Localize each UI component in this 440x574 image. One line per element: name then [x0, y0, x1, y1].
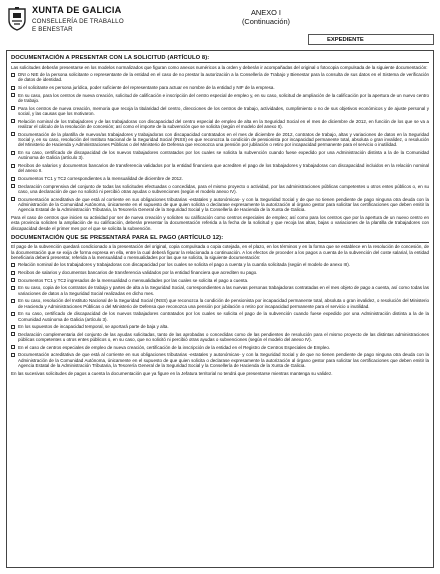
checklist-item-text: Recibos de salarios y documentos bancarios de transferencia validados por la entidad financiera que acrediten su pago. [18, 269, 258, 275]
checkbox[interactable] [11, 197, 15, 201]
checklist-item-text: En los supuestos de incapacidad temporal, se aportará parte de baja y alta. [18, 324, 169, 330]
xunta-seal-icon [6, 6, 28, 32]
checklist-item [11, 85, 429, 90]
checklist-item-text: Documentos TC1 y TC2 ingresados de la mensualidad o mensualidades por las cuales se solicita el pago a cuenta. [18, 277, 249, 283]
checkbox[interactable] [11, 353, 15, 357]
checklist-item-text: DNI o NIE de la persona solicitante o representante de la entidad en el caso de no prestar la autorización a la Consellería de Trabajo y Bienestar para la consulta de sus datos en el Sistema de verificación de datos de identidad. [18, 71, 429, 83]
checkbox[interactable] [11, 164, 15, 168]
expediente-label: EXPEDIENTE [327, 37, 364, 43]
document-body [6, 50, 434, 568]
checkbox[interactable] [11, 332, 15, 336]
checkbox[interactable] [11, 263, 15, 267]
annex-heading [211, 8, 321, 26]
checkbox[interactable] [11, 132, 15, 136]
logo-subtitle-line1: CONSELLERÍA DE TRABALLO [32, 18, 124, 25]
checklist-item-text: En su caso, certificado de discapacidad de los nuevos trabajadores contratados por los cuales se solicita el pago de la subvención cuando fuese expedido por una Administración distinta a la de la Comunidad Autónoma de Galicia (artículo 3). [18, 311, 429, 322]
checkbox[interactable] [11, 177, 15, 181]
annex-subtitle: (Continuación) [241, 17, 291, 26]
checkbox[interactable] [11, 271, 15, 275]
checklist-item [11, 106, 429, 117]
checkbox[interactable] [11, 151, 15, 155]
checkbox[interactable] [11, 312, 15, 316]
section2-checklist [11, 262, 429, 368]
checklist-item-text: Relación nominal de los trabajadores y trabajadoras con discapacidad por los cuales se solicita el pago a cuenta y la cuantía solicitada (según el modelo de anexo III). [18, 262, 350, 268]
section2-intro: El pago de la subvención quedará condicionado a la presentación del original, copia compulsada o copia cotejada, en el plazo, en los términos y en la forma que se establece en la resolución de concesión, de la documentación que se exija de forma expresa en ella, entre la cual deberá figurar la relacionada a continuación. A los efectos de proceder a los pagos a cuenta de la subvención del coste salarial, la entidad beneficiaria deberá presentar, referida a la mensualidad o mensualidades por las que se solicita, la siguiente documentación: [11, 244, 429, 260]
checkbox[interactable] [11, 73, 15, 77]
checklist-item [11, 72, 429, 83]
checklist-item-text: En el caso de centros especiales de empleo de nueva creación, certificación de la inscripción de la entidad en el Registro de Centros Especiales de Empleo. [18, 344, 331, 350]
checkbox[interactable] [11, 345, 15, 349]
annex-title: ANEXO I [251, 8, 281, 17]
checkbox[interactable] [11, 93, 15, 97]
checklist-item [11, 352, 429, 368]
checklist-item [11, 298, 429, 309]
checkbox[interactable] [11, 299, 15, 303]
checklist-item-text: En su caso, copia de los contratos de trabajo y partes de alta a la Seguridad Social, correspondientes a las nuevas personas trabajadoras contratadas en el mes objeto de pago a cuenta, así como todas las variaciones de datos a la Seguridad Social realizadas en dicho mes. [18, 285, 429, 296]
checklist-item [11, 150, 429, 161]
checklist-item [11, 176, 429, 181]
checkbox[interactable] [11, 286, 15, 290]
section1-outro: Para el caso de centros que inicien su actividad por ser de nueva creación y soliciten su calificación como centros especiales de empleo; así como para los centros que por la apertura de un nuevo centro en esta provincia soliciten la ampliación de su calificación, deberán presentar la documentación referida a la fecha de la solicitud y que recoja las altas, bajas o variaciones de la plantilla de trabajadores con discapacidad desde el primer mes por el que se solicita la subvención. [11, 214, 429, 231]
checklist-item-text: Recibos de salarios y documentos bancarios de transferencia validados por la entidad financiera que acrediten el pago de los trabajadores y trabajadoras con discapacidad incluidos en la relación nominal del anexo II. [18, 162, 429, 174]
checkbox[interactable] [11, 106, 15, 110]
checklist-item-text: Documentación de la plantilla de nuevos/as trabajadores y trabajadoras con discapacidad contratados en el mes de diciembre de 2012, contratos de trabajo, altas y variaciones de datos en la Seguridad Social y, en su caso, resolución del Instituto Nacional de la Seguridad Social (INSS) en que reconozca la condición de pensionista por incapacidad permanente total, absoluta o gran invalidez, o resolución del Ministerio de Hacienda y Administraciones Públicas o del Ministerio de Defensa que reconozca una pensión por jubilación o retiro por incapacidad permanente para el servicio o inutilidad. [18, 131, 429, 148]
checklist-item [11, 285, 429, 296]
checklist-item [11, 332, 429, 343]
checkbox[interactable] [11, 86, 15, 90]
section1-checklist [11, 72, 429, 213]
logo-subtitle-line2: E BENESTAR [32, 26, 73, 33]
checklist-item-text: En su caso, para los centros de nueva creación, solicitud de calificación e inscripción del centro especial de empleo y, en su caso, solicitud de ampliación de la calificación por la apertura de un nuevo centro de trabajo. [18, 92, 429, 103]
checklist-item-text: En su caso, certificado de discapacidad de los nuevos trabajadores contratados por los cuales se solicita la subvención cuando fuese expedido por una Administración distinta a la de la Comunidad Autónoma de Galicia (artículo 3). [18, 149, 429, 161]
logo-title: XUNTA DE GALICIA [32, 5, 122, 15]
checkbox[interactable] [11, 325, 15, 329]
checklist-item [11, 93, 429, 104]
checklist-item-text: Declaración complementaria del conjunto de las ayudas solicitadas, tanto de las aprobadas o concedidas como de las pendientes de resolución para el mismo proyecto de las distintas administraciones públicas competentes u otros entes públicos o, en su caso, que no solicitó ni percibió otras ayudas o subvenciones (según el modelo del anexo IV). [18, 331, 429, 343]
checklist-item [11, 270, 429, 275]
checklist-item-text: Documentos TC1 y TC2 correspondientes a la mensualidad de diciembre de 2012. [18, 175, 183, 181]
section2-title: DOCUMENTACIÓN QUE SE PRESENTARÁ PARA EL PAGO (ARTÍCULO 12): [11, 235, 429, 243]
checklist-item-text: Documentación acreditativa de que está al corriente en sus obligaciones tributarias -estatales y autonómicas- y con la Seguridad Social y de que no tienen pendiente de pago ninguna otra deuda con la Administración de la Comunidad Autónoma, únicamente en el supuesto de que quien solicita o declarase expresamente la autorización al órgano gestor para solicitar las certificaciones que deben emitir la Agencia Estatal de la Administración Tributaria, la Tesorería General de la Seguridad Social y la Consellería de Hacienda de la Xunta de Galicia. [18, 196, 429, 213]
document-header [6, 4, 434, 44]
checklist-item [11, 345, 429, 350]
checklist-item-text: Relación nominal de los trabajadores y de las trabajadoras con discapacidad del centro especial de empleo de alta en la Seguridad Social en el mes de diciembre de 2012, en función de los que se va a realizar el cálculo de la resolución de concesión; así como el importe de la subvención que se solicita (según el modelo del anexo II). [18, 118, 429, 129]
checklist-item-text: En su caso, resolución del Instituto Nacional de la Seguridad Social (INSS) que reconozca la condición de pensionista por incapacidad permanente total, absoluta o gran invalidez, o resolución del Ministerio de Hacienda y Administraciones Públicas o del Ministerio de Defensa que reconozca una pensión por jubilación o retiro por incapacidad permanente para el servicio o inutilidad. [18, 298, 429, 309]
xunta-logo [6, 4, 176, 44]
checklist-item-text: Declaración comprensiva del conjunto de todas las solicitudes efectuadas o concedidas, para el mismo proyecto o actividad, por las administraciones públicas competentes u otros entes públicos o, en su caso, una declaración de que no solicitó ni percibió otras ayudas o subvenciones (según el modelo anexo IV). [18, 183, 429, 194]
checkbox[interactable] [11, 184, 15, 188]
section1-intro: Las solicitudes deberán presentarse en los modelos normalizados que figuran como anexos numéricos a la orden y deberán ir acompañadas del original o fotocopia compulsada de la siguiente documentación: [11, 64, 428, 70]
checklist-item-text: Para los centros de nueva creación, memoria que recoja la titularidad del centro, direcciones de los centros de trabajo, actividades, cumplimiento o no de sus objetivos económicos y de ajuste personal y social, y las causas que los motivaron. [18, 105, 429, 116]
checklist-item [11, 311, 429, 322]
checklist-item [11, 184, 429, 195]
section2-outro: En las sucesivas solicitudes de pagos a cuenta la documentación que ya figure en la Jefatura territorial no tendrá que presentarse mientras mantenga su validez. [11, 370, 333, 376]
checklist-item [11, 278, 429, 283]
checkbox[interactable] [11, 278, 15, 282]
checklist-item [11, 324, 429, 329]
checklist-item-text: Si el solicitante es persona jurídica, poder suficiente del representante para actuar en nombre de la entidad y NIF de la empresa. [18, 84, 275, 90]
expediente-field[interactable] [308, 34, 434, 45]
section1-title: DOCUMENTACIÓN A PRESENTAR CON LA SOLICITUD (ARTÍCULO 8): [11, 55, 429, 63]
checklist-item [11, 132, 429, 148]
checklist-item [11, 197, 429, 213]
checkbox[interactable] [11, 119, 15, 123]
checklist-item [11, 262, 429, 267]
checklist-item [11, 119, 429, 130]
checklist-item-text: Documentación acreditativa de que está al corriente en sus obligaciones tributarias -estatales y autonómicas- y con la Seguridad Social y de que no tienen pendiente de pago ninguna otra deuda con la Administración de la Comunidad Autónoma, únicamente en el supuesto de que quien solicita o declarase expresamente la autorización al órgano gestor para solicitar las certificaciones que deben emitir la Agencia Estatal de la Administración Tributaria, la Tesorería General de la Seguridad Social y la Consellería de Hacienda de la Xunta de Galicia. [18, 352, 429, 369]
checklist-item [11, 163, 429, 174]
